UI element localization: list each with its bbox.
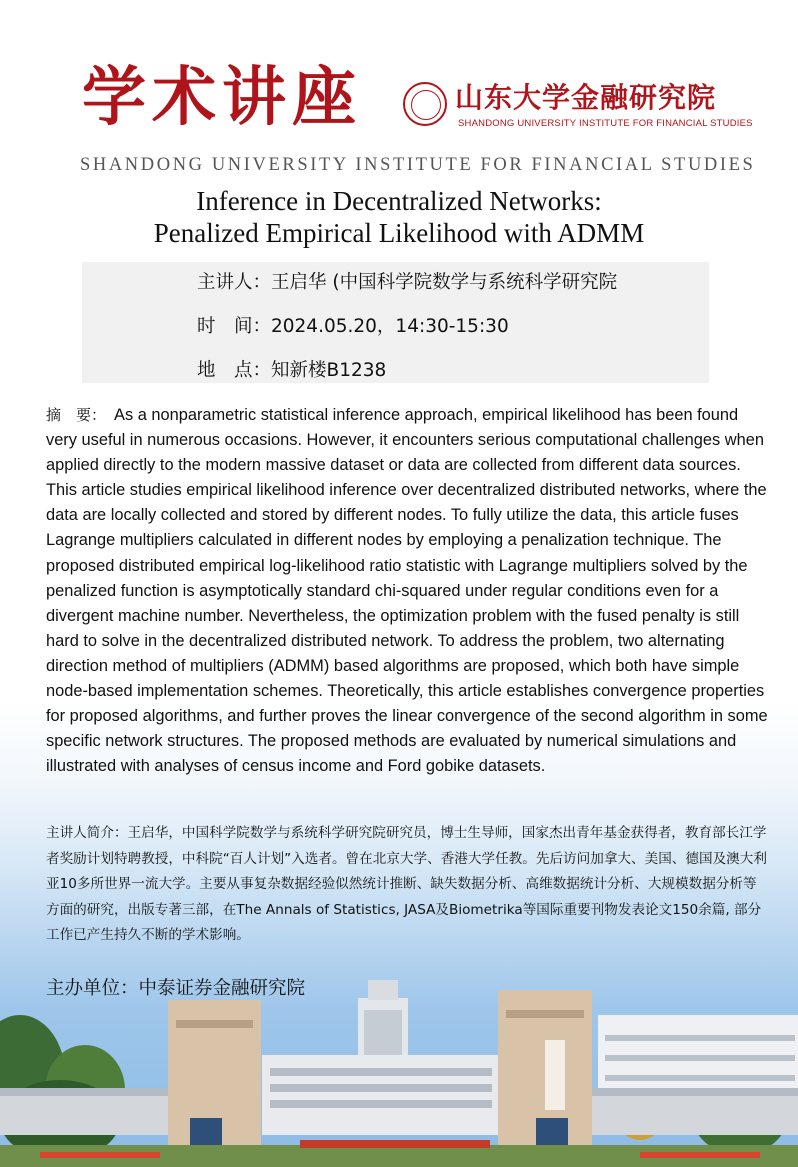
talk-title-line2: Penalized Empirical Likelihood with ADMM xyxy=(153,218,645,248)
lecture-title-cn: 学术讲座 xyxy=(82,60,362,135)
host-organization: 主办单位：中泰证券金融研究院 xyxy=(46,978,306,999)
place-info: 地 点：知新楼B1238 xyxy=(197,360,387,381)
time-info: 时 间：2024.05.20，14:30-15:30 xyxy=(197,316,509,337)
speaker-info: 主讲人：王启华 (中国科学院数学与系统科学研究院 xyxy=(197,272,618,293)
talk-title-line1: Inference in Decentralized Networks: xyxy=(196,186,602,216)
campus-gate-image xyxy=(0,980,798,1167)
talk-title xyxy=(0,185,798,249)
institute-name-en-large: SHANDONG UNIVERSITY INSTITUTE FOR FINANCIAL STUDIES xyxy=(80,155,756,175)
institute-name-cn: 山东大学金融研究院 xyxy=(455,81,717,114)
abstract-text: As a nonparametric statistical inference approach, empirical likelihood has been found very useful in numerous occasions. However, it encounters serious computational challenges when applied directly to the modern massive dataset or data are collected from different data sources. This article studies empirical likelihood inference over decentralized distributed networks, where the data are locally collected and stored by different nodes. To fully utilize the data, this article fuses Lagrange multipliers calculated in different nodes by employing a penalization technique. The proposed distributed empirical log-likelihood ratio statistic with Lagrange multipliers solved by the penalized function is asymptotically standard chi-squared under regular conditions even for a divergent machine number. Nevertheless, the optimization problem with the fused penalty is still hard to solve in the decentralized distributed network. To address the problem, two alternating direction method of multipliers (ADMM) based algorithms are proposed, which both have simple node-based implementation schemes. Theoretically, this article establishes convergence properties for proposed algorithms, and further proves the linear convergence of the second algorithm in some specific network structures. The proposed methods are evaluated by numerical simulations and illustrated with analyses of census income and Ford gobike datasets. xyxy=(46,406,768,776)
abstract-label: 摘 要： xyxy=(46,406,107,424)
institute-name-en-small: SHANDONG UNIVERSITY INSTITUTE FOR FINANCIAL STUDIES xyxy=(458,118,753,129)
speaker-bio: 主讲人简介：王启华，中国科学院数学与系统科学研究院研究员，博士生导师，国家杰出青年基金获得者，教育部长江学者奖励计划特聘教授，中科院“百人计划”入选者。曾在北京大学、香港大学任教。先后访问加拿大、美国、德国及澳大利亚10多所世界一流大学。主要从事复杂数据经验似然统计推断、缺失数据分析、高维数据统计分析、大规模数据分析等方面的研究，出版专著三部，在The Annals of Statistics, JASA及Biometrika等国际重要刊物发表论文150余篇, 部分工作已产生持久不断的学术影响。 xyxy=(46,825,767,943)
university-seal-icon xyxy=(403,82,447,126)
abstract xyxy=(46,403,770,779)
